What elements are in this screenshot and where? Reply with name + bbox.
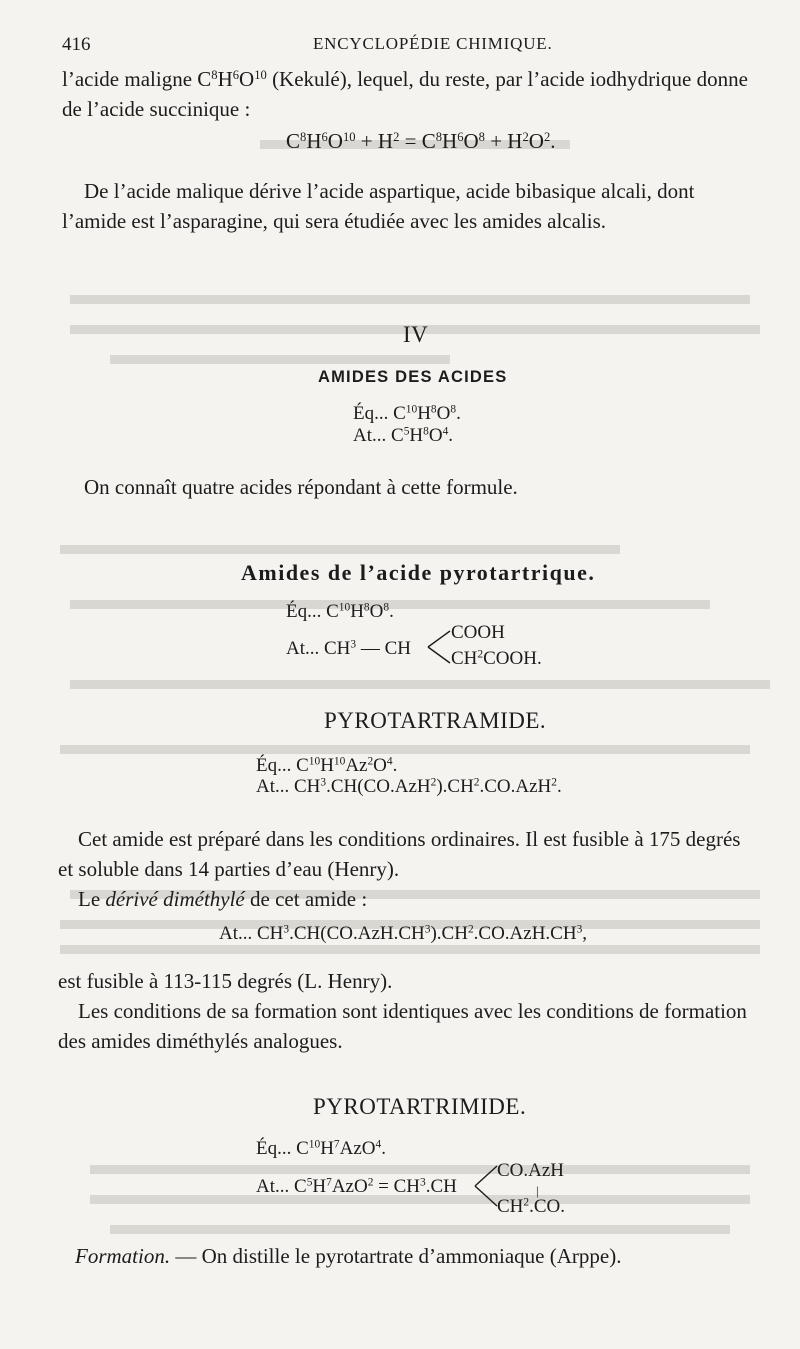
formation-line: [75, 1241, 621, 1271]
intro-line-2: de l’acide succinique :: [62, 97, 251, 121]
running-title: ENCYCLOPÉDIE CHIMIQUE.: [313, 34, 553, 53]
page-number: 416: [62, 34, 91, 55]
pyro-branch-bottom: $CH^2COOH$.: [451, 648, 542, 669]
pyro-eq-formula: Éq... $C^{10}H^8O^8$.: [286, 601, 394, 622]
pyro-branch-top: COOH: [451, 622, 505, 643]
dimethyl-formula: At... $CH^3.CH(CO.AzH.CH^3).CH^2.CO.AzH.CH^3$,: [219, 923, 588, 944]
paragraph-aspartic: De l’acide malique dérive l’acide aspartique, acide bibasique alcali, dont l’amide est l’asparagine, qui sera étudiée avec les amides alcalis.: [62, 179, 695, 233]
pyrotartrimide-at: At... $C^5H^7AzO^2 = CH^3.CH$: [256, 1176, 457, 1197]
dimethyl-paragraph: est fusible à 113-115 degrés (L. Henry). Les conditions de sa formation sont identiques avec les conditions de formation des amides diméthylés analogues.: [58, 969, 747, 1053]
pyrotartrimide-branch-top: CO.AzH: [497, 1160, 565, 1181]
pyrotartramide-at: At... $CH^3.CH(CO.AzH^2).CH^2.CO.AzH^2$.: [256, 776, 562, 797]
pyrotartrimide-title: PYROTARTRIMIDE.: [313, 1094, 527, 1119]
pyrotartramide-title: PYROTARTRAMIDE.: [324, 708, 547, 733]
formation-label: Formation.: [75, 1244, 171, 1268]
pyrotartaric-heading: Amides de l’acide pyrotartrique.: [241, 560, 596, 585]
pyrotartrimide-branch-bond: |: [536, 1183, 539, 1198]
pyrotartramide-eq: Éq... $C^{10}H^{10}Az^2O^4$.: [256, 755, 398, 776]
section-number: IV: [403, 322, 429, 347]
intro-paragraph: [62, 64, 748, 124]
section-at-formula: At... $C^5H^8O^4$.: [353, 425, 454, 446]
intro-line-1: l’acide maligne $C^8H^6O^{10}$ (Kekulé), lequel, du reste, par l’acide iodhydrique donne: [62, 67, 748, 91]
equation-malic-to-succinic: $C^8H^6O^{10} + H^2 = C^8H^6O^8 + H^2O^2$.: [286, 129, 556, 153]
section-eq-formula: Éq... $C^{10}H^8O^8$.: [353, 403, 461, 424]
pyrotartramide-paragraph: Cet amide est préparé dans les conditions ordinaires. Il est fusible à 175 degrés et soluble dans 14 parties d’eau (Henry). Le dérivé diméthylé de cet amide :: [58, 827, 741, 911]
section-text: On connaît quatre acides répondant à cette formule.: [84, 475, 518, 499]
section-title: AMIDES DES ACIDES: [318, 368, 508, 386]
formation-text: — On distille le pyrotartrate d’ammoniaque (Arppe).: [170, 1244, 622, 1268]
pyrotartrimide-branch-bottom: $CH^2.CO$.: [497, 1196, 566, 1217]
pyrotartrimide-eq: Éq... $C^{10}H^7AzO^4$.: [256, 1138, 386, 1159]
pyro-at-formula: At... $CH^3$ — CH: [286, 638, 412, 659]
